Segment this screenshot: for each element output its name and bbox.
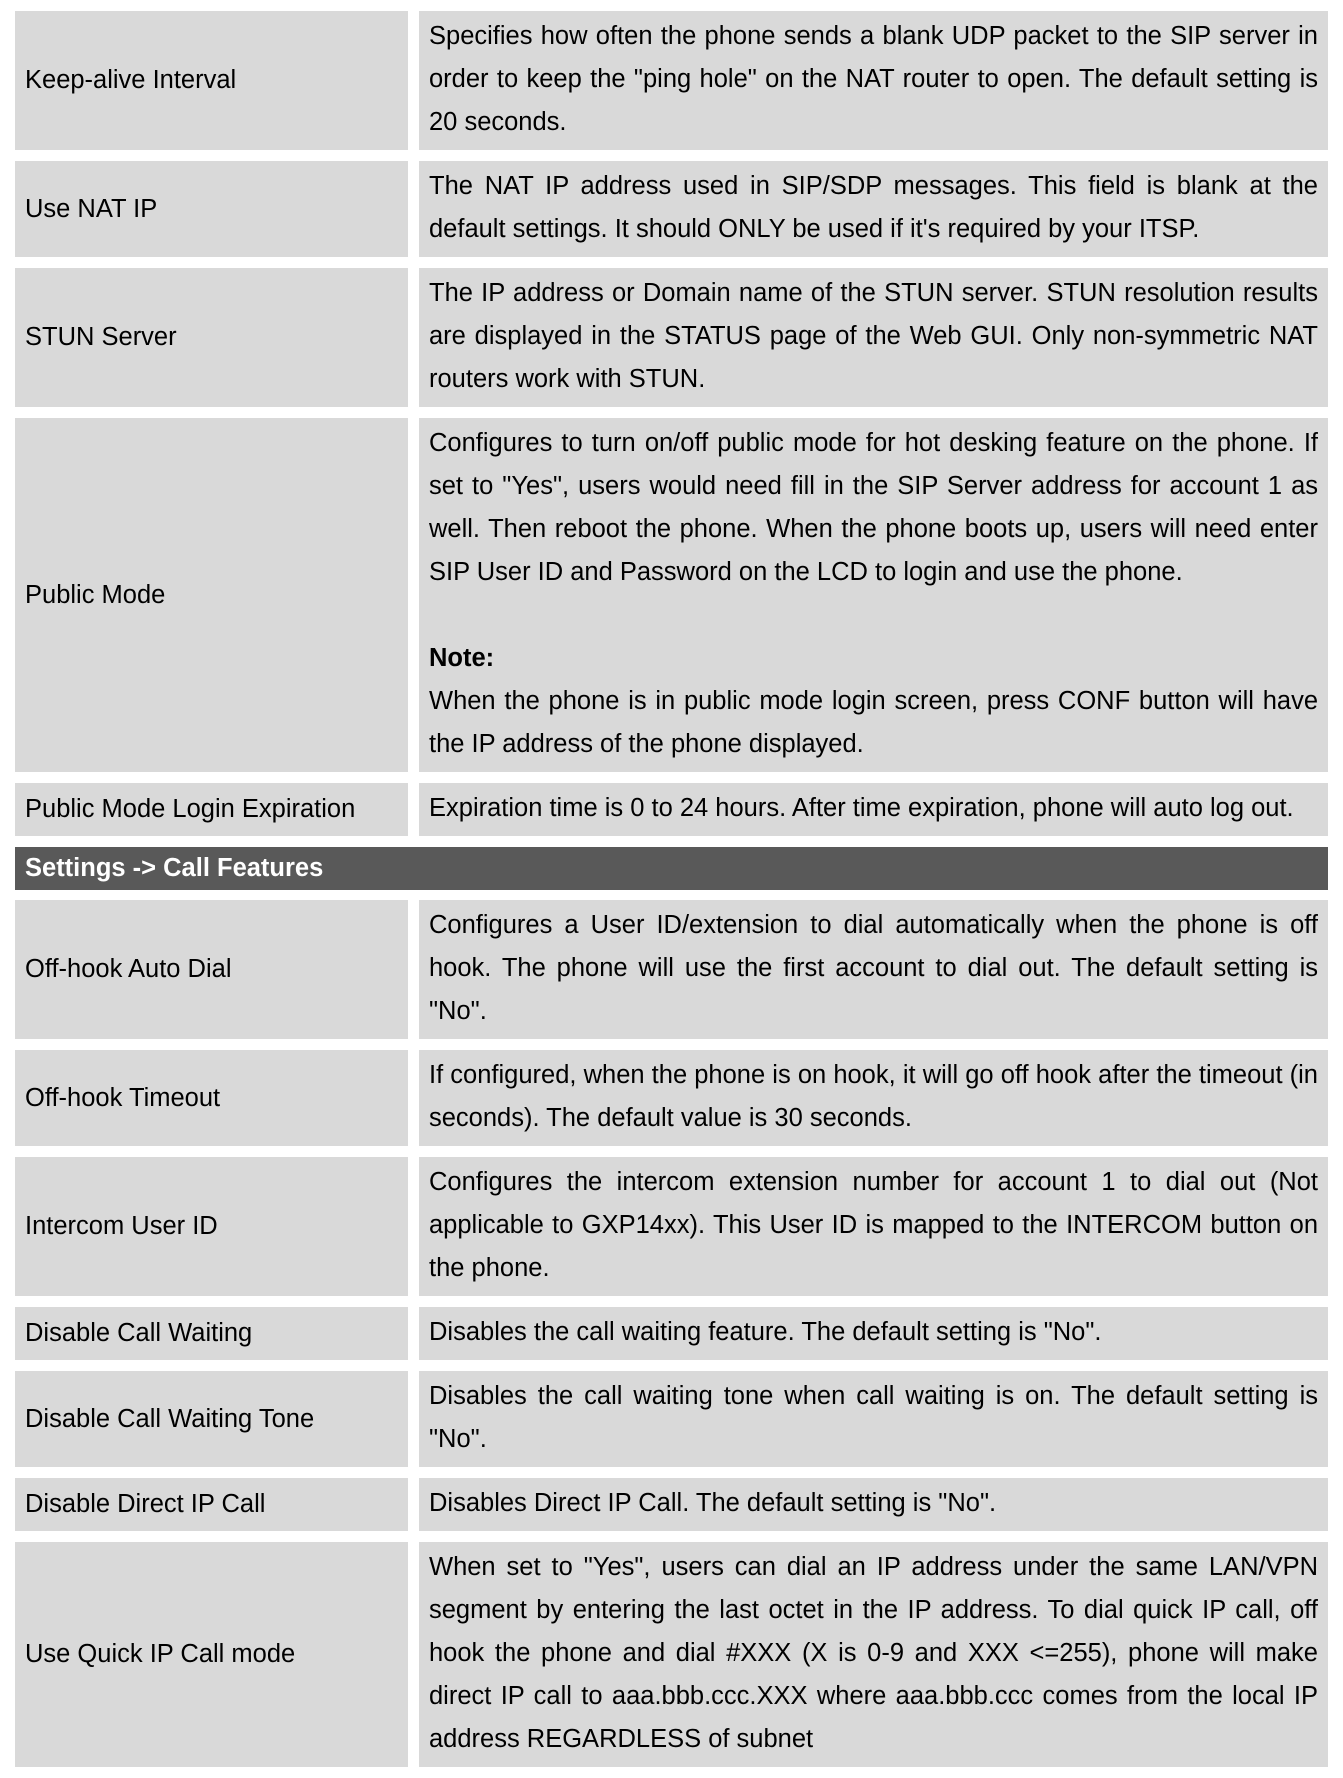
- table-row: [15, 1050, 1328, 1146]
- param-name: Disable Call Waiting: [15, 1307, 408, 1360]
- param-name: Public Mode: [15, 418, 408, 772]
- table-row: [15, 783, 1328, 836]
- table-row: [15, 900, 1328, 1039]
- param-description: Disables Direct IP Call. The default setting is "No".: [419, 1478, 1328, 1531]
- table-row: [15, 161, 1328, 257]
- param-name: Off-hook Auto Dial: [15, 900, 408, 1039]
- param-description: The IP address or Domain name of the STUN server. STUN resolution results are displayed in the STATUS page of the Web GUI. Only non-symmetric NAT routers work with STUN.: [419, 268, 1328, 407]
- note-title: Note:: [429, 644, 495, 672]
- section-header: Settings -> Call Features: [15, 847, 1328, 890]
- param-name: Use Quick IP Call mode: [15, 1542, 408, 1767]
- param-description: The NAT IP address used in SIP/SDP messages. This field is blank at the default settings. It should ONLY be used if it's required by your ITSP.: [419, 161, 1328, 257]
- param-description: Disables the call waiting feature. The default setting is "No".: [419, 1307, 1328, 1360]
- table-row: [15, 1157, 1328, 1296]
- table-row: [15, 1542, 1328, 1767]
- table-row: [15, 268, 1328, 407]
- note-text: When the phone is in public mode login screen, press CONF button will have the IP address of the phone displayed.: [429, 687, 1318, 758]
- param-name: Disable Call Waiting Tone: [15, 1371, 408, 1467]
- param-name: Intercom User ID: [15, 1157, 408, 1296]
- settings-table: [15, 11, 1328, 1778]
- param-name: Disable Direct IP Call: [15, 1478, 408, 1531]
- param-name: STUN Server: [15, 268, 408, 407]
- param-name: Use NAT IP: [15, 161, 408, 257]
- table-row: [15, 1307, 1328, 1360]
- param-name: Public Mode Login Expiration: [15, 783, 408, 836]
- table-row: [15, 11, 1328, 150]
- param-description: [419, 418, 1328, 772]
- table-row: [15, 1371, 1328, 1467]
- table-row-public-mode: [15, 418, 1328, 772]
- spacer: [429, 594, 1318, 637]
- param-name: Keep-alive Interval: [15, 11, 408, 150]
- param-description: Specifies how often the phone sends a blank UDP packet to the SIP server in order to keep the "ping hole" on the NAT router to open. The default setting is 20 seconds.: [419, 11, 1328, 150]
- param-description: Disables the call waiting tone when call waiting is on. The default setting is "No".: [419, 1371, 1328, 1467]
- param-description: When set to "Yes", users can dial an IP address under the same LAN/VPN segment by entering the last octet in the IP address. To dial quick IP call, off hook the phone and dial #XXX (X is 0-9 and XXX <=255), phone will make direct IP call to aaa.bbb.ccc.XXX where aaa.bbb.ccc comes from the local IP address REGARDLESS of subnet: [419, 1542, 1328, 1767]
- param-description: Configures a User ID/extension to dial automatically when the phone is off hook. The phone will use the first account to dial out. The default setting is "No".: [419, 900, 1328, 1039]
- param-description: Configures the intercom extension number for account 1 to dial out (Not applicable to GXP14xx). This User ID is mapped to the INTERCOM button on the phone.: [419, 1157, 1328, 1296]
- table-row: [15, 1478, 1328, 1531]
- param-name: Off-hook Timeout: [15, 1050, 408, 1146]
- param-description: If configured, when the phone is on hook, it will go off hook after the timeout (in seconds). The default value is 30 seconds.: [419, 1050, 1328, 1146]
- param-description: Expiration time is 0 to 24 hours. After time expiration, phone will auto log out.: [419, 783, 1328, 836]
- description-text: Configures to turn on/off public mode for hot desking feature on the phone. If set to "Yes", users would need fill in the SIP Server address for account 1 as well. Then reboot the phone. When the phone boots up, users will need enter SIP User ID and Password on the LCD to login and use the phone.: [429, 429, 1318, 586]
